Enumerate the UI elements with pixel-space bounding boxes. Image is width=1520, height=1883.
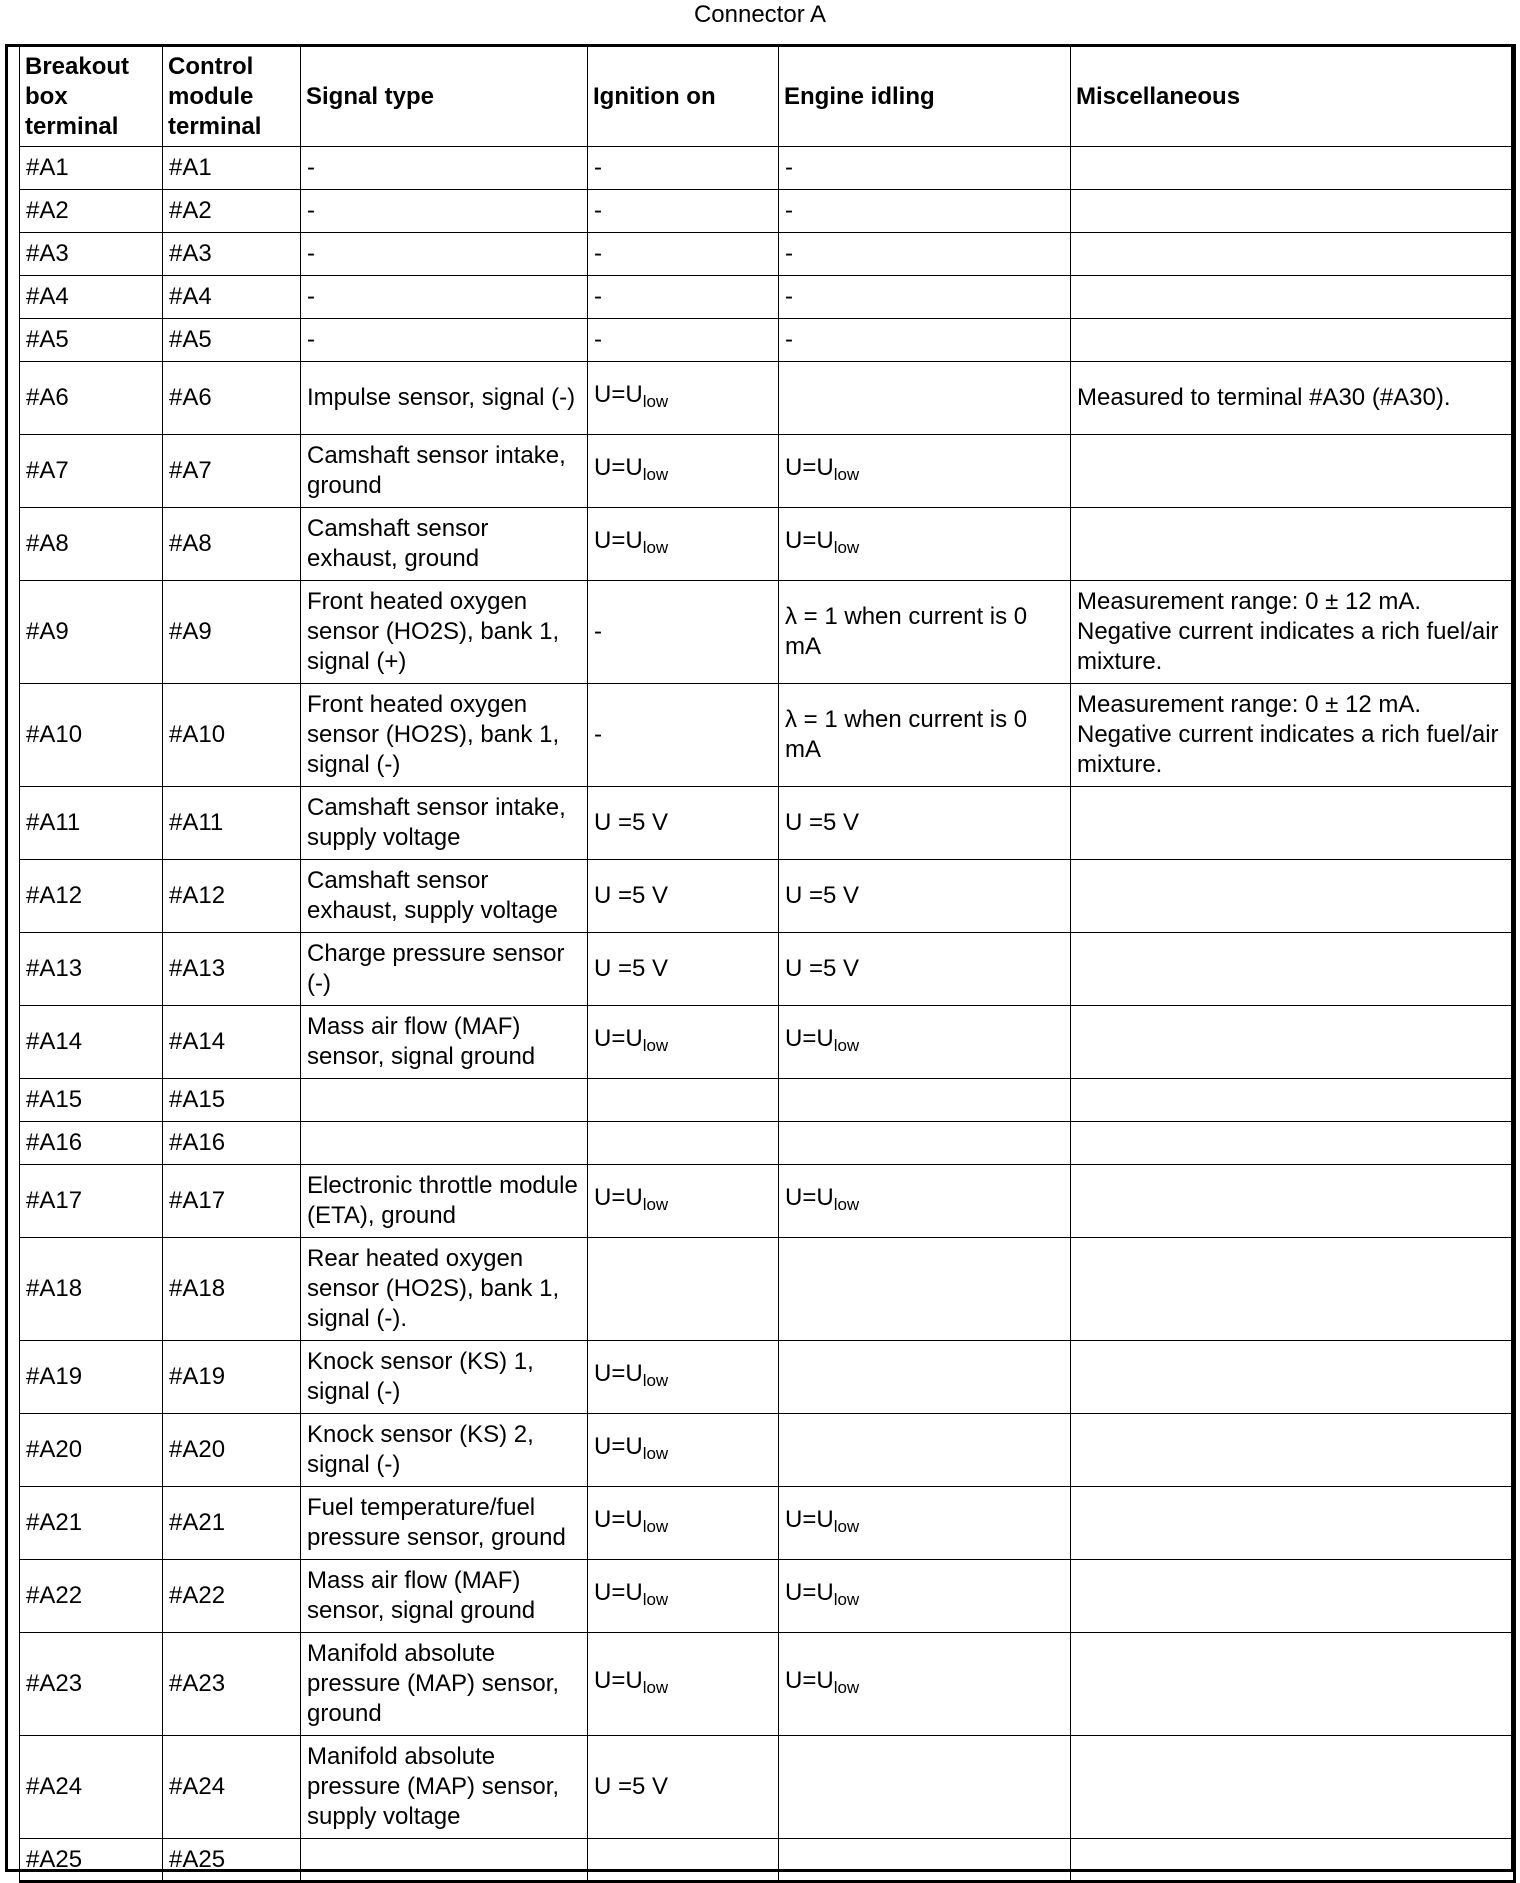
cell-signal-type: Charge pressure sensor (-)	[301, 933, 588, 1006]
cell-engine-idling: $U=U_{low}$	[779, 508, 1071, 581]
cell-control-module-terminal: #A17	[163, 1165, 301, 1238]
cell-engine-idling: -	[779, 190, 1071, 233]
subscript-low: low	[642, 537, 669, 557]
cell-miscellaneous: Measured to terminal #A30 (#A30).	[1071, 362, 1515, 435]
subscript-low: low	[833, 1589, 860, 1609]
cell-ignition-on	[588, 1079, 779, 1122]
cell-signal-type: -	[301, 276, 588, 319]
cell-ignition-on: -	[588, 581, 779, 684]
cell-breakout-box-terminal: #A8	[20, 508, 163, 581]
table-row	[20, 1414, 1515, 1487]
subscript-low: low	[642, 1035, 669, 1055]
table-row	[20, 1341, 1515, 1414]
cell-control-module-terminal: #A13	[163, 933, 301, 1006]
cell-breakout-box-terminal: #A9	[20, 581, 163, 684]
table-row	[20, 1560, 1515, 1633]
cell-signal-type: Manifold absolute pressure (MAP) sensor, supply voltage	[301, 1736, 588, 1839]
cell-engine-idling: U =5 V	[779, 860, 1071, 933]
table-row	[20, 190, 1515, 233]
cell-ignition-on: $U=U_{low}$	[588, 435, 779, 508]
table-row	[20, 1238, 1515, 1341]
table-body	[20, 147, 1515, 1882]
subscript-low: low	[642, 1589, 669, 1609]
subscript-low: low	[833, 464, 860, 484]
cell-control-module-terminal: #A8	[163, 508, 301, 581]
table-row	[20, 787, 1515, 860]
cell-breakout-box-terminal: #A15	[20, 1079, 163, 1122]
cell-breakout-box-terminal: #A1	[20, 147, 163, 190]
cell-miscellaneous	[1071, 276, 1515, 319]
table-row	[20, 933, 1515, 1006]
header-row	[20, 46, 1515, 147]
cell-miscellaneous	[1071, 1487, 1515, 1560]
table-row	[20, 581, 1515, 684]
cell-miscellaneous	[1071, 933, 1515, 1006]
table-row	[20, 1006, 1515, 1079]
cell-miscellaneous	[1071, 1736, 1515, 1839]
cell-signal-type: -	[301, 190, 588, 233]
subscript-low: low	[642, 1370, 669, 1390]
cell-control-module-terminal: #A19	[163, 1341, 301, 1414]
cell-breakout-box-terminal: #A21	[20, 1487, 163, 1560]
cell-ignition-on: -	[588, 684, 779, 787]
cell-signal-type: Electronic throttle module (ETA), ground	[301, 1165, 588, 1238]
cell-miscellaneous	[1071, 190, 1515, 233]
cell-engine-idling: $U=U_{low}$	[779, 435, 1071, 508]
cell-engine-idling: -	[779, 147, 1071, 190]
header-breakout-box-terminal: Breakout box terminal	[20, 46, 163, 147]
header-ignition-on: Ignition on	[588, 46, 779, 147]
cell-control-module-terminal: #A10	[163, 684, 301, 787]
cell-ignition-on: $U=U_{low}$	[588, 1633, 779, 1736]
cell-ignition-on: $U=U_{low}$	[588, 508, 779, 581]
table-caption: Connector A	[693, 1, 827, 28]
cell-ignition-on: -	[588, 319, 779, 362]
cell-breakout-box-terminal: #A13	[20, 933, 163, 1006]
cell-engine-idling: U =5 V	[779, 787, 1071, 860]
header-engine-idling: Engine idling	[779, 46, 1071, 147]
cell-engine-idling: -	[779, 276, 1071, 319]
cell-miscellaneous	[1071, 1839, 1515, 1882]
cell-breakout-box-terminal: #A2	[20, 190, 163, 233]
cell-signal-type: -	[301, 147, 588, 190]
cell-miscellaneous	[1071, 147, 1515, 190]
cell-miscellaneous	[1071, 1238, 1515, 1341]
table-row	[20, 276, 1515, 319]
cell-engine-idling	[779, 1122, 1071, 1165]
cell-engine-idling	[779, 1414, 1071, 1487]
cell-signal-type	[301, 1122, 588, 1165]
cell-miscellaneous	[1071, 508, 1515, 581]
cell-ignition-on	[588, 1238, 779, 1341]
cell-engine-idling: λ = 1 when current is 0 mA	[779, 581, 1071, 684]
cell-miscellaneous	[1071, 233, 1515, 276]
cell-signal-type: Camshaft sensor exhaust, supply voltage	[301, 860, 588, 933]
cell-miscellaneous	[1071, 1122, 1515, 1165]
cell-signal-type: Rear heated oxygen sensor (HO2S), bank 1, signal (-).	[301, 1238, 588, 1341]
cell-engine-idling: U =5 V	[779, 933, 1071, 1006]
cell-engine-idling: -	[779, 319, 1071, 362]
cell-control-module-terminal: #A18	[163, 1238, 301, 1341]
table-row	[20, 860, 1515, 933]
subscript-low: low	[642, 1677, 669, 1697]
subscript-low: low	[833, 537, 860, 557]
cell-ignition-on: -	[588, 147, 779, 190]
cell-miscellaneous	[1071, 1341, 1515, 1414]
cell-ignition-on: U =5 V	[588, 1736, 779, 1839]
cell-miscellaneous: Measurement range: 0 ± 12 mA. Negative current indicates a rich fuel/air mixture.	[1071, 684, 1515, 787]
cell-ignition-on	[588, 1839, 779, 1882]
cell-control-module-terminal: #A3	[163, 233, 301, 276]
table-row	[20, 1165, 1515, 1238]
table-row	[20, 684, 1515, 787]
cell-control-module-terminal: #A25	[163, 1839, 301, 1882]
cell-engine-idling: -	[779, 233, 1071, 276]
cell-breakout-box-terminal: #A14	[20, 1006, 163, 1079]
cell-control-module-terminal: #A6	[163, 362, 301, 435]
cell-miscellaneous	[1071, 1414, 1515, 1487]
cell-signal-type	[301, 1079, 588, 1122]
cell-ignition-on: U =5 V	[588, 787, 779, 860]
cell-miscellaneous	[1071, 787, 1515, 860]
cell-control-module-terminal: #A21	[163, 1487, 301, 1560]
cell-breakout-box-terminal: #A3	[20, 233, 163, 276]
cell-control-module-terminal: #A4	[163, 276, 301, 319]
table-row	[20, 1839, 1515, 1882]
cell-ignition-on: $U=U_{low}$	[588, 1165, 779, 1238]
cell-control-module-terminal: #A16	[163, 1122, 301, 1165]
cell-breakout-box-terminal: #A24	[20, 1736, 163, 1839]
table-row	[20, 1633, 1515, 1736]
cell-control-module-terminal: #A5	[163, 319, 301, 362]
cell-breakout-box-terminal: #A19	[20, 1341, 163, 1414]
cell-ignition-on: U =5 V	[588, 933, 779, 1006]
cell-miscellaneous	[1071, 1006, 1515, 1079]
cell-breakout-box-terminal: #A23	[20, 1633, 163, 1736]
cell-breakout-box-terminal: #A10	[20, 684, 163, 787]
cell-control-module-terminal: #A1	[163, 147, 301, 190]
cell-ignition-on	[588, 1122, 779, 1165]
table-row	[20, 1736, 1515, 1839]
cell-ignition-on: -	[588, 276, 779, 319]
cell-breakout-box-terminal: #A16	[20, 1122, 163, 1165]
cell-signal-type: Mass air flow (MAF) sensor, signal ground	[301, 1560, 588, 1633]
cell-signal-type: Camshaft sensor exhaust, ground	[301, 508, 588, 581]
cell-breakout-box-terminal: #A12	[20, 860, 163, 933]
cell-breakout-box-terminal: #A4	[20, 276, 163, 319]
cell-engine-idling: $U=U_{low}$	[779, 1633, 1071, 1736]
cell-control-module-terminal: #A24	[163, 1736, 301, 1839]
cell-ignition-on: $U=U_{low}$	[588, 1341, 779, 1414]
subscript-low: low	[833, 1194, 860, 1214]
cell-breakout-box-terminal: #A22	[20, 1560, 163, 1633]
cell-control-module-terminal: #A2	[163, 190, 301, 233]
cell-control-module-terminal: #A15	[163, 1079, 301, 1122]
cell-engine-idling	[779, 1238, 1071, 1341]
cell-ignition-on: $U=U_{low}$	[588, 1560, 779, 1633]
cell-control-module-terminal: #A7	[163, 435, 301, 508]
cell-breakout-box-terminal: #A25	[20, 1839, 163, 1882]
cell-ignition-on: U =5 V	[588, 860, 779, 933]
cell-engine-idling	[779, 1079, 1071, 1122]
cell-ignition-on: -	[588, 233, 779, 276]
cell-signal-type: Knock sensor (KS) 1, signal (-)	[301, 1341, 588, 1414]
cell-engine-idling	[779, 1736, 1071, 1839]
cell-engine-idling: λ = 1 when current is 0 mA	[779, 684, 1071, 787]
cell-miscellaneous	[1071, 1165, 1515, 1238]
cell-breakout-box-terminal: #A6	[20, 362, 163, 435]
cell-signal-type: Front heated oxygen sensor (HO2S), bank 1, signal (+)	[301, 581, 588, 684]
table-row	[20, 508, 1515, 581]
cell-signal-type: Knock sensor (KS) 2, signal (-)	[301, 1414, 588, 1487]
cell-miscellaneous	[1071, 1079, 1515, 1122]
subscript-low: low	[642, 1194, 669, 1214]
table-row	[20, 233, 1515, 276]
cell-miscellaneous	[1071, 319, 1515, 362]
cell-signal-type: Fuel temperature/fuel pressure sensor, ground	[301, 1487, 588, 1560]
cell-control-module-terminal: #A20	[163, 1414, 301, 1487]
cell-miscellaneous: Measurement range: 0 ± 12 mA. Negative current indicates a rich fuel/air mixture.	[1071, 581, 1515, 684]
cell-ignition-on: $U=U_{low}$	[588, 1006, 779, 1079]
cell-signal-type: Impulse sensor, signal (-)	[301, 362, 588, 435]
subscript-low: low	[833, 1035, 860, 1055]
header-signal-type: Signal type	[301, 46, 588, 147]
cell-engine-idling: $U=U_{low}$	[779, 1487, 1071, 1560]
cell-engine-idling	[779, 1341, 1071, 1414]
cell-signal-type: Manifold absolute pressure (MAP) sensor, ground	[301, 1633, 588, 1736]
header-control-module-terminal: Control module terminal	[163, 46, 301, 147]
connector-table	[19, 44, 1516, 1883]
cell-breakout-box-terminal: #A7	[20, 435, 163, 508]
table-row	[20, 362, 1515, 435]
cell-engine-idling	[779, 1839, 1071, 1882]
table-row	[20, 1079, 1515, 1122]
cell-signal-type: -	[301, 319, 588, 362]
table-row	[20, 147, 1515, 190]
subscript-low: low	[642, 1516, 669, 1536]
header-miscellaneous: Miscellaneous	[1071, 46, 1515, 147]
subscript-low: low	[833, 1677, 860, 1697]
cell-breakout-box-terminal: #A20	[20, 1414, 163, 1487]
cell-breakout-box-terminal: #A5	[20, 319, 163, 362]
table-row	[20, 1122, 1515, 1165]
table-row	[20, 1487, 1515, 1560]
cell-miscellaneous	[1071, 860, 1515, 933]
table-row	[20, 319, 1515, 362]
cell-breakout-box-terminal: #A11	[20, 787, 163, 860]
cell-signal-type	[301, 1839, 588, 1882]
cell-ignition-on: -	[588, 190, 779, 233]
cell-ignition-on: $U=U_{low}$	[588, 1414, 779, 1487]
cell-breakout-box-terminal: #A17	[20, 1165, 163, 1238]
subscript-low: low	[642, 1443, 669, 1463]
cell-engine-idling: $U=U_{low}$	[779, 1165, 1071, 1238]
cell-signal-type: Camshaft sensor intake, ground	[301, 435, 588, 508]
cell-signal-type: Camshaft sensor intake, supply voltage	[301, 787, 588, 860]
subscript-low: low	[642, 391, 669, 411]
cell-ignition-on: $U=U_{low}$	[588, 1487, 779, 1560]
cell-signal-type: Mass air flow (MAF) sensor, signal ground	[301, 1006, 588, 1079]
cell-control-module-terminal: #A23	[163, 1633, 301, 1736]
cell-ignition-on: $U=U_{low}$	[588, 362, 779, 435]
cell-miscellaneous	[1071, 435, 1515, 508]
table-row	[20, 435, 1515, 508]
cell-miscellaneous	[1071, 1560, 1515, 1633]
cell-engine-idling: $U=U_{low}$	[779, 1006, 1071, 1079]
cell-signal-type: -	[301, 233, 588, 276]
cell-control-module-terminal: #A12	[163, 860, 301, 933]
subscript-low: low	[642, 464, 669, 484]
cell-control-module-terminal: #A14	[163, 1006, 301, 1079]
cell-control-module-terminal: #A22	[163, 1560, 301, 1633]
cell-control-module-terminal: #A11	[163, 787, 301, 860]
subscript-low: low	[833, 1516, 860, 1536]
cell-engine-idling: $U=U_{low}$	[779, 1560, 1071, 1633]
cell-miscellaneous	[1071, 1633, 1515, 1736]
cell-control-module-terminal: #A9	[163, 581, 301, 684]
cell-breakout-box-terminal: #A18	[20, 1238, 163, 1341]
cell-engine-idling	[779, 362, 1071, 435]
cell-signal-type: Front heated oxygen sensor (HO2S), bank 1, signal (-)	[301, 684, 588, 787]
